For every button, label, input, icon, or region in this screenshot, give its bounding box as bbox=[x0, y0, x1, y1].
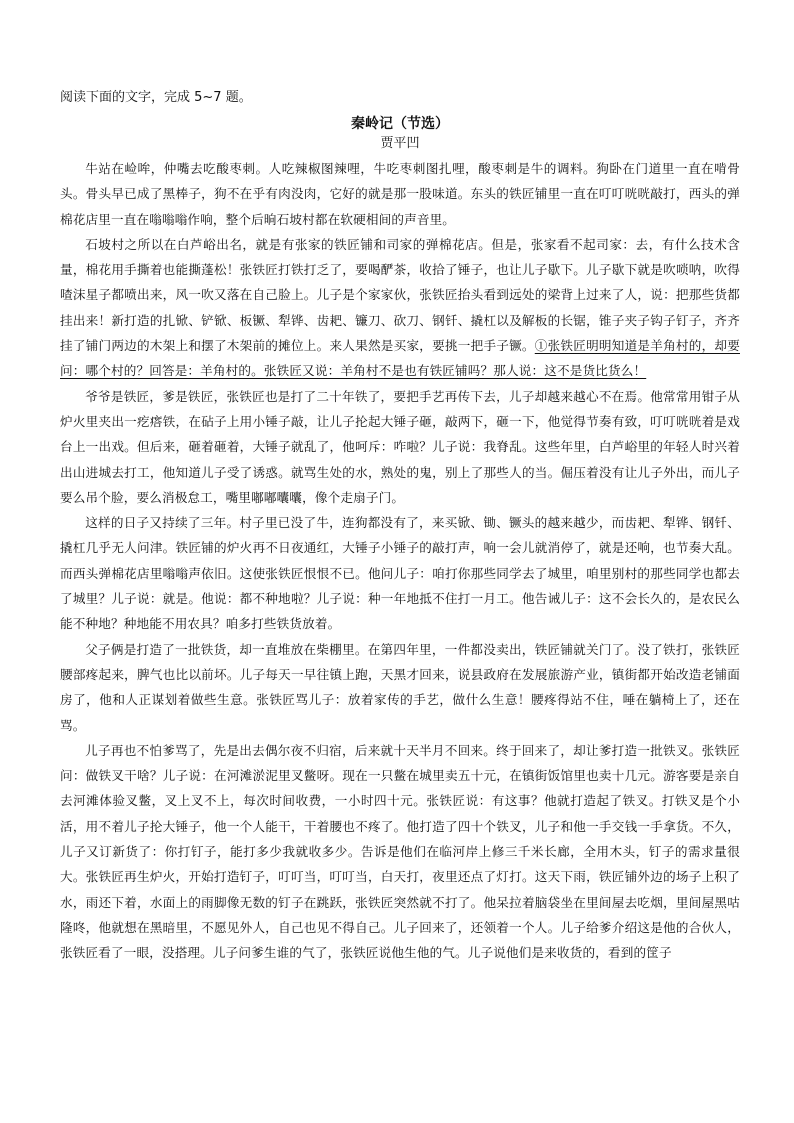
paragraph-5: 父子俩是打造了一批铁货，却一直堆放在柴棚里。在第四年里，一件都没卖出，铁匠铺就关门了。没了铁打，张铁匠腰部疼起来，脾气也比以前坏。儿子每天一早往镇上跑，天黑才回来，说县政府在发展旅游产业，镇街都开始改造老铺面房了，他和人正谋划着做些生意。张铁匠骂儿子：放着家传的手艺，做什么生意！腰疼得站不住，唾在躺椅上了，还在骂。 bbox=[60, 641, 740, 733]
underlined-sentence-1: ①张铁匠明明知道是羊角村的，却要问：哪个村的？回答是：羊角村的。张铁匠又说：羊角村不是也有铁匠铺吗？那人说：这不是货比货么！ bbox=[60, 338, 740, 379]
question-instruction: 阅读下面的文字，完成 5~7 题。 bbox=[60, 90, 252, 105]
article-author: 贾平凹 bbox=[380, 136, 420, 151]
paragraph-4: 这样的日子又持续了三年。村子里已没了牛，连狗都没有了，来买锨、锄、镢头的越来越少，而齿耙、犁铧、钢钎、撬杠几乎无人问津。铁匠铺的炉火再不日夜通红，大锤子小锤子的敲打声，响一会儿就消停了，就是还响，也节奏大乱。而西头弹棉花店里嗡嗡声依旧。这使张铁匠恨恨不已。他问儿子：咱打你那些同学去了城里，咱里别村的那些同学也都去了城里？儿子说：就是。他说：都不种地啦？儿子说：种一年地抵不住打一月工。他告诫儿子：这不会长久的，是农民么能不种地？种地能不用农具？咱多打些铁货放着。 bbox=[60, 515, 740, 632]
document-page bbox=[60, 88, 740, 966]
paragraph-6: 儿子再也不怕爹骂了，先是出去偶尔夜不归宿，后来就十天半月不回来。终于回来了，却让爹打造一批铁叉。张铁匠问：做铁叉干啥？儿子说：在河滩淤泥里叉鳖呀。现在一只鳖在城里卖五十元，在镇街饭馆里也卖十几元。游客要是亲自去河滩体验叉鳖，叉上叉不上，每次时间收费，一小时四十元。张铁匠说：有这事？他就打造起了铁叉。打铁叉是个小活，用不着儿子抡大锤子，他一个人能干，干着腰也不疼了。他打造了四十个铁叉，儿子和他一手交钱一手拿货。不久，儿子又订新货了：你打钉子，能打多少我就收多少。告诉是他们在临河岸上修三千米长廊，全用木头，钉子的需求量很大。张铁匠再生炉火，开始打造钉子，叮叮当，叮叮当，白天打，夜里还点了灯打。这天下雨，铁匠铺外边的场子上积了水，雨还下着，水面上的雨脚像无数的钉子在跳跃，张铁匠突然就不打了。他呆拉着脑袋坐在里间屋去吃烟，里间屋黑咕隆咚，他就想在黑暗里，不愿见外人，自己也见不得自己。儿子回来了，还领着一个人。儿子给爹介绍这是他的合伙人，张铁匠看了一眼，没搭理。儿子问爹生谁的气了，张铁匠说他生他的气。儿子说他们是来收货的，看到的筐子 bbox=[60, 742, 740, 961]
paragraph-2-text: 石坡村之所以在白芦峪出名，就是有张家的铁匠铺和司家的弹棉花店。但是，张家看不起司家：去，有什么技术含量，棉花用手撕着也能撕蓬松！张铁匠打铁打乏了，要喝酽茶，收拾了锤子，也让儿子歇下。儿子歇下就是吹唢呐，吹得喳沫星子都喷出来，风一吹又落在自己脸上。儿子是个家家伙，张铁匠抬头看到远处的梁背上过来了人，说：把那些货都挂出来！新打造的扎锨、铲锨、板镢、犁铧、齿耙、镰刀、砍刀、钢钎、撬杠以及解板的长锯，锥子夹子钩子钉子，齐齐挂了铺门两边的木架上和摆了木架前的摊位上。来人果然是买家，要挑一把手子镢。 bbox=[60, 236, 740, 354]
paragraph-1: 牛站在崄哞，仲嘴去吃酸枣刺。人吃辣椒图辣哩，牛吃枣刺图扎哩，酸枣刺是牛的调料。狗卧在门道里一直在啃骨头。骨头早已成了黑棒子，狗不在乎有肉没肉，它好的就是那一股味道。东头的铁匠铺里一直在叮叮咣咣敲打，西头的弹棉花店里一直在嗡嗡嗡作响，整个后晌石坡村都在软硬相间的声音里。 bbox=[60, 161, 740, 227]
paragraph-2 bbox=[60, 232, 740, 384]
paragraph-3: 爷爷是铁匠，爹是铁匠，张铁匠也是打了二十年铁了，要把手艺再传下去，儿子却越来越心不在焉。他常常用钳子从炉火里夹出一疙瘩铁，在砧子上用小锤子敲，让儿子抡起大锤子砸，敲两下，砸一下，他觉得节奏有致，叮叮咣咣着是戏台上一出戏。但后来，砸着砸着，大锤子就乱了，他呵斥：咋啦？儿子说：我脊乱。这些年里，白芦峪里的年轻人时兴着出山进城去打工，他知道儿子受了诱惑。就骂生处的水，熟处的鬼，别上了那些人的当。倔压着没有让儿子外出，而儿子要么吊个脸，要么消极怠工，嘴里嘟嘟囔囔，像个走扇子门。 bbox=[60, 388, 740, 505]
article-title: 秦岭记（节选） bbox=[351, 116, 449, 132]
